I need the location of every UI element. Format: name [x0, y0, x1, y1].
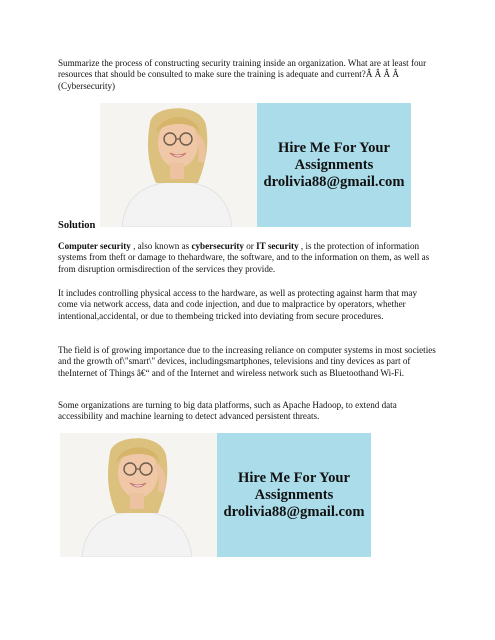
solution-heading: Solution — [58, 220, 96, 231]
question-text: Summarize the process of constructing security training inside an organization. What are at least four resources that should be consulted to make sure the training is adequate and current?Â Â Â Â (Cybersecurity) — [58, 58, 427, 91]
ad-headline: Hire Me For Your — [278, 139, 390, 156]
paragraph-definition — [58, 241, 436, 275]
ad-headline: Hire Me For Your — [238, 469, 350, 486]
term-computer-security: Computer security — [58, 241, 131, 251]
text-segment: , also known as — [130, 241, 192, 251]
paragraph-physical-access: It includes controlling physical access to the hardware, as well as protecting against harm that may come via network access, data and code injection, and due to malpractice by operators, whether intentional,accidental, or due to thembeing tricked into deviating from secure procedures. — [58, 288, 418, 321]
text-segment: or — [243, 241, 257, 251]
ad-subheadline: Assignments — [294, 156, 374, 173]
paragraph-big-data: Some organizations are turning to big data platforms, such as Apache Hadoop, to extend data accessibility and machine learning to detect advanced persistent threats. — [58, 400, 397, 422]
text-segment: , is the protection of information systems from theft or damage to thehardware, the software, and to the information on them, as well as from disruption ormisdirection of the services they provide. — [58, 241, 430, 274]
hire-me-panel — [217, 433, 371, 557]
woman-photo — [100, 103, 257, 227]
ad-email: drolivia88@gmail.com — [223, 503, 365, 520]
hire-me-panel — [257, 103, 411, 227]
hire-me-ad-banner — [100, 103, 411, 227]
hire-me-ad-banner — [60, 433, 371, 557]
term-cybersecurity: cybersecurity — [191, 241, 244, 251]
woman-photo — [60, 433, 217, 557]
ad-email: drolivia88@gmail.com — [263, 173, 405, 190]
term-it-security: IT security — [256, 241, 299, 251]
paragraph-importance: The field is of growing importance due to the increasing reliance on computer systems in most societies and the growth of\"smart\" devices, includingsmartphones, televisions and tiny devices as part of theInternet of Things â€“ and of the Internet and wireless network such as Bluetoothand Wi-Fi. — [58, 345, 436, 378]
ad-subheadline: Assignments — [254, 486, 334, 503]
